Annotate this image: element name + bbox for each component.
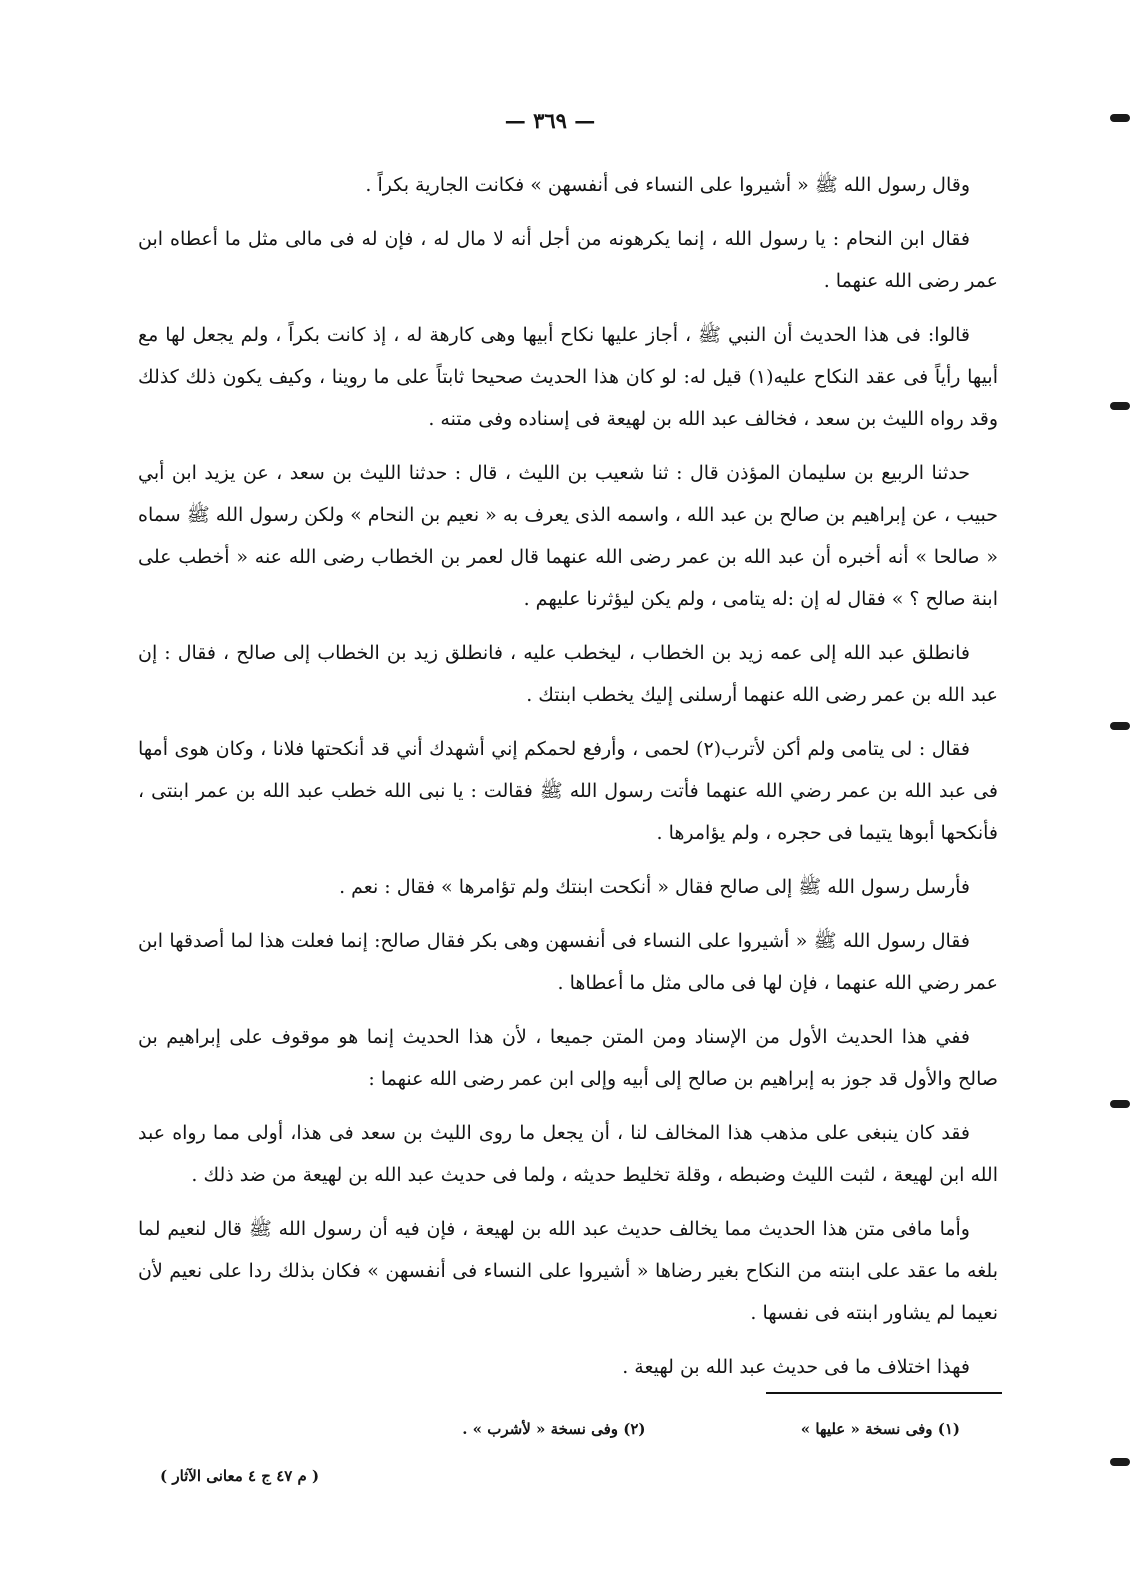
paragraph: قالوا: فى هذا الحديث أن النبي ﷺ ، أجاز عليها نكاح أبيها وهى كارهة له ، إذ كانت بكراً ، ولم يجعل لها مع أبيها رأياً فى عقد النكاح عليه(١) قيل له: لو كان هذا الحديث صحيحا ثابتاً على ما روينا ، وكيف يكون ذلك كذلك وقد رواه الليث بن سعد ، فخالف عبد الله بن لهيعة فى إسناده وفى متنه . <box>138 324 998 430</box>
paragraph: فهذا اختلاف ما فى حديث عبد الله بن لهيعة . <box>622 1356 970 1378</box>
main-text <box>138 164 998 1400</box>
footnote: (٢) وفى نسخة « لأشرب » . <box>462 1420 646 1438</box>
binding-mark <box>1110 402 1130 410</box>
paragraph: فقال رسول الله ﷺ « أشيروا على النساء فى أنفسهن وهى بكر فقال صالح: إنما فعلت هذا لما أصدقها ابن عمر رضي الله عنهما ، فإن لها فى مالى مثل ما أعطاها . <box>138 930 998 994</box>
paragraph: حدثنا الربيع بن سليمان المؤذن قال : ثنا شعيب بن الليث ، قال : حدثنا الليث بن سعد ، عن يزيد ابن أبي حبيب ، عن إبراهيم بن صالح بن عبد الله ، واسمه الذى يعرف به « نعيم بن النحام » ولكن رسول الله ﷺ سماه « صالحا » أنه أخبره أن عبد الله بن عمر رضى الله عنهما قال لعمر بن الخطاب رضى الله عنه « أخطب على ابنة صالح ؟ » فقال له إن :له يتامى ، ولم يكن ليؤثرنا عليهم . <box>138 462 998 610</box>
footnote-divider <box>766 1392 1002 1394</box>
paragraph: وقال رسول الله ﷺ « أشيروا على النساء فى أنفسهن » فكانت الجارية بكراً . <box>365 174 970 196</box>
page-number: — ٣٦٩ — <box>504 108 596 133</box>
binding-mark <box>1110 114 1130 122</box>
paragraph: وأما مافى متن هذا الحديث مما يخالف حديث عبد الله بن لهيعة ، فإن فيه أن رسول الله ﷺ قال لنعيم لما بلغه ما عقد على ابنته من النكاح بغير رضاها « أشيروا على النساء فى أنفسهن » فكان بذلك ردا على نعيم لأن نعيما لم يشاور ابنته فى نفسها . <box>138 1218 998 1324</box>
paragraph: فأرسل رسول الله ﷺ إلى صالح فقال « أنكحت ابنتك ولم تؤامرها » فقال : نعم . <box>339 876 970 898</box>
paragraph: فقد كان ينبغى على مذهب هذا المخالف لنا ، أن يجعل ما روى الليث بن سعد فى هذا، أولى مما رواه عبد الله ابن لهيعة ، لثبت الليث وضبطه ، وقلة تخليط حديثه ، ولما فى حديث عبد الله بن لهيعة من ضد ذلك . <box>138 1122 998 1186</box>
paragraph: فقال : لى يتامى ولم أكن لأترب(٢) لحمى ، وأرفع لحمكم إني أشهدك أني قد أنكحتها فلانا ، وكان هوى أمها فى عبد الله بن عمر رضي الله عنهما فأتت رسول الله ﷺ فقالت : يا نبى الله خطب عبد الله بن عمر ابنتى ، فأنكحها أبوها يتيما فى حجره ، ولم يؤامرها . <box>138 738 998 844</box>
paragraph: ففي هذا الحديث الأول من الإسناد ومن المتن جميعا ، لأن هذا الحديث إنما هو موقوف على إبراهيم بن صالح والأول قد جوز به إبراهيم بن صالح إلى أبيه وإلى ابن عمر رضى الله عنهما : <box>138 1026 998 1090</box>
binding-mark <box>1110 722 1130 730</box>
binding-mark <box>1110 1100 1130 1108</box>
binding-mark <box>1110 1458 1130 1466</box>
signature-mark: ( م ٤٧ ج ٤ معانى الآثار ) <box>160 1467 320 1485</box>
paragraph: فقال ابن النحام : يا رسول الله ، إنما يكرهونه من أجل أنه لا مال له ، فإن له فى مالى مثل ما أعطاه ابن عمر رضى الله عنهما . <box>138 228 998 292</box>
footnote: (١) وفى نسخة « عليها » <box>800 1420 960 1438</box>
paragraph: فانطلق عبد الله إلى عمه زيد بن الخطاب ، ليخطب عليه ، فانطلق زيد بن الخطاب إلى صالح ، فقال : إن عبد الله بن عمر رضى الله عنهما أرسلنى إليك يخطب ابنتك . <box>138 642 998 706</box>
footnotes <box>150 1420 960 1438</box>
